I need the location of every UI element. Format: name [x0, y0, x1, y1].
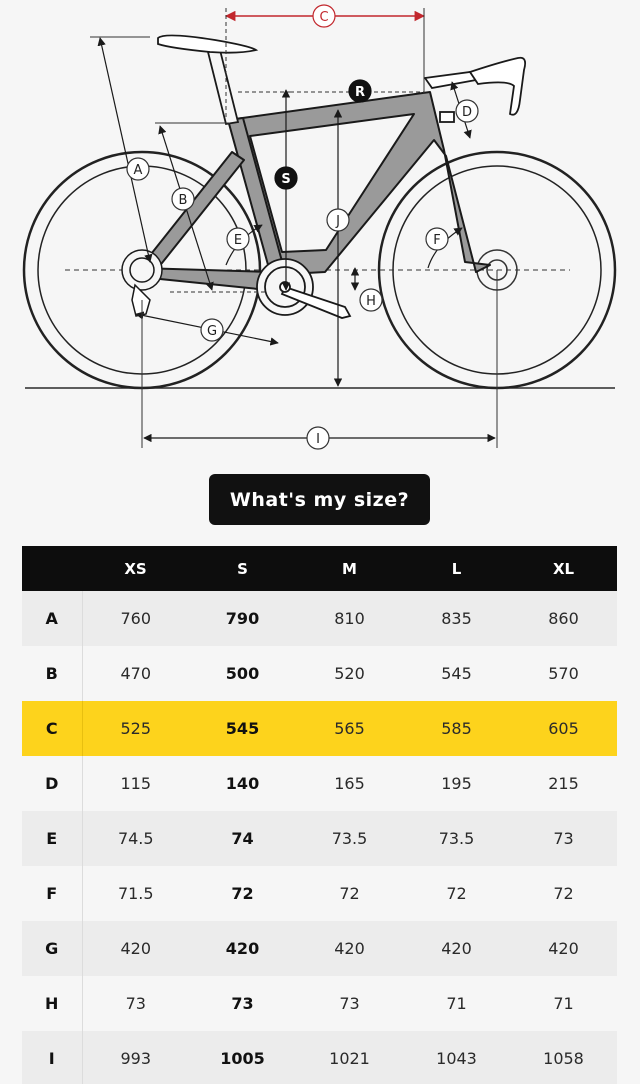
table-cell: 73 — [510, 811, 617, 866]
table-cell: 760 — [82, 591, 189, 646]
dim-label-g-text: G — [206, 324, 218, 339]
dim-label-a-text: A — [133, 163, 143, 178]
dim-label-s-text: S — [281, 172, 291, 187]
header-size-s[interactable]: S — [189, 546, 296, 591]
table-cell: 570 — [510, 646, 617, 701]
table-cell: 73.5 — [403, 811, 510, 866]
dim-label-b-text: B — [178, 193, 188, 208]
table-cell: 73 — [189, 976, 296, 1031]
dim-label-g — [201, 319, 223, 341]
table-cell: 1043 — [403, 1031, 510, 1084]
table-cell: 165 — [296, 756, 403, 811]
table-cell: 115 — [82, 756, 189, 811]
table-header-row — [22, 546, 617, 591]
table-cell: 1005 — [189, 1031, 296, 1084]
table-cell: 810 — [296, 591, 403, 646]
table-cell: 500 — [189, 646, 296, 701]
table-cell: 72 — [510, 866, 617, 921]
header-size-xl[interactable]: XL — [510, 546, 617, 591]
dim-label-c-text: C — [319, 10, 329, 25]
header-size-l[interactable]: L — [403, 546, 510, 591]
table-cell: 195 — [403, 756, 510, 811]
table-cell: 835 — [403, 591, 510, 646]
table-cell: 525 — [82, 701, 189, 756]
table-cell: 73 — [82, 976, 189, 1031]
table-row — [22, 811, 617, 866]
table-cell: 1021 — [296, 1031, 403, 1084]
dim-label-i-text: I — [316, 432, 320, 447]
table-cell: 545 — [403, 646, 510, 701]
row-label: F — [22, 866, 82, 921]
row-label: G — [22, 921, 82, 976]
table-cell: 993 — [82, 1031, 189, 1084]
table-cell: 420 — [510, 921, 617, 976]
table-cell: 215 — [510, 756, 617, 811]
table-cell: 140 — [189, 756, 296, 811]
dim-label-i — [307, 427, 329, 449]
table-cell: 71 — [403, 976, 510, 1031]
table-row — [22, 921, 617, 976]
header-corner — [22, 546, 82, 591]
dim-label-j-text: J — [336, 214, 340, 229]
table-cell: 72 — [403, 866, 510, 921]
table-row — [22, 646, 617, 701]
row-label: C — [22, 701, 82, 756]
row-label: H — [22, 976, 82, 1031]
table-cell: 790 — [189, 591, 296, 646]
dim-label-h-text: H — [366, 294, 376, 309]
row-label: B — [22, 646, 82, 701]
table-cell: 585 — [403, 701, 510, 756]
table-cell: 72 — [189, 866, 296, 921]
table-row — [22, 756, 617, 811]
table-row — [22, 976, 617, 1031]
row-label: D — [22, 756, 82, 811]
table-cell: 420 — [403, 921, 510, 976]
table-row — [22, 866, 617, 921]
table-cell: 605 — [510, 701, 617, 756]
table-cell: 71.5 — [82, 866, 189, 921]
table-cell: 565 — [296, 701, 403, 756]
table-cell: 520 — [296, 646, 403, 701]
whats-my-size-button[interactable]: What's my size? — [209, 474, 430, 525]
table-cell: 73 — [296, 976, 403, 1031]
table-cell: 74 — [189, 811, 296, 866]
header-size-m[interactable]: M — [296, 546, 403, 591]
table-cell: 1058 — [510, 1031, 617, 1084]
dim-label-s — [275, 167, 297, 189]
table-row — [22, 591, 617, 646]
table-cell: 420 — [189, 921, 296, 976]
crankset — [257, 259, 350, 318]
row-label: E — [22, 811, 82, 866]
table-row — [22, 1031, 617, 1084]
dim-label-j — [327, 209, 349, 231]
dim-label-e — [227, 228, 249, 250]
row-label: I — [22, 1031, 82, 1084]
bike-geometry-diagram — [0, 0, 640, 465]
table-cell: 545 — [189, 701, 296, 756]
dim-label-e-text: E — [233, 233, 243, 248]
table-cell: 420 — [296, 921, 403, 976]
bike-frame — [140, 92, 490, 290]
dim-label-r — [349, 80, 371, 102]
dim-label-c — [313, 5, 335, 27]
dim-label-d-text: D — [461, 105, 473, 120]
dim-label-h — [360, 289, 382, 311]
table-cell: 73.5 — [296, 811, 403, 866]
dim-label-f-text: F — [433, 233, 441, 248]
table-cell: 72 — [296, 866, 403, 921]
dim-label-r-text: R — [354, 85, 366, 100]
dim-label-f — [426, 228, 448, 250]
row-label: A — [22, 591, 82, 646]
table-cell: 470 — [82, 646, 189, 701]
header-size-xs[interactable]: XS — [82, 546, 189, 591]
table-cell: 420 — [82, 921, 189, 976]
table-cell: 74.5 — [82, 811, 189, 866]
dim-label-a — [127, 158, 149, 180]
table-cell: 71 — [510, 976, 617, 1031]
dim-label-b — [172, 188, 194, 210]
table-row-highlighted — [22, 701, 617, 756]
table-cell: 860 — [510, 591, 617, 646]
seatpost-saddle — [158, 35, 256, 124]
size-geometry-table — [22, 546, 617, 1084]
dim-label-d — [456, 100, 478, 122]
